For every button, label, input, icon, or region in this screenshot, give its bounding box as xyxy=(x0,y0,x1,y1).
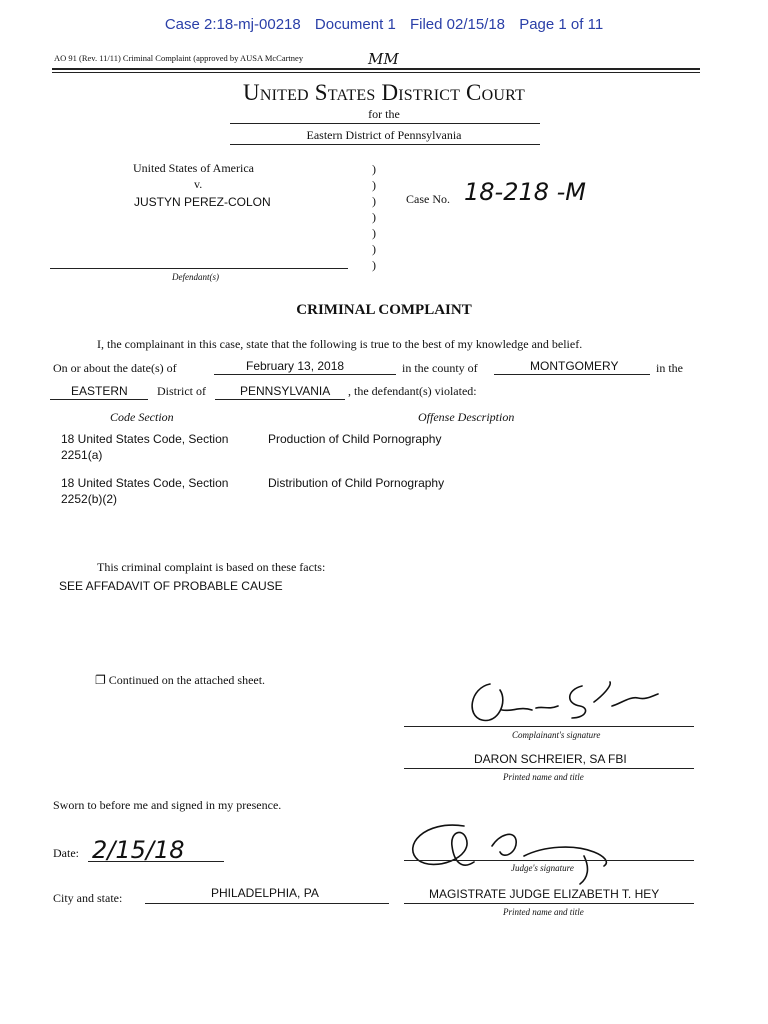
district-rule-bottom xyxy=(230,144,540,145)
offense-description-1: Production of Child Pornography xyxy=(268,432,442,446)
continued-checkbox[interactable]: ❐ xyxy=(95,673,106,687)
filed-date: Filed 02/15/18 xyxy=(409,16,506,33)
complainant-name: DARON SCHREIER, SA FBI xyxy=(474,752,627,766)
judge-signature xyxy=(404,816,624,888)
court-name: United States District Court xyxy=(243,80,525,105)
document-number: Document 1 xyxy=(314,16,396,33)
top-rule-thin xyxy=(52,72,700,73)
city-line xyxy=(145,903,389,904)
facts-value: SEE AFFADAVIT OF PROBABLE CAUSE xyxy=(59,579,283,593)
complaint-title: CRIMINAL COMPLAINT xyxy=(296,302,472,318)
district-rule-top xyxy=(230,123,540,124)
county-value: MONTGOMERY xyxy=(530,359,619,373)
case-no-handwritten: 18-218 -M xyxy=(464,178,587,206)
in-the-label: in the xyxy=(656,361,683,375)
defendant-label: Defendant(s) xyxy=(172,272,219,282)
on-or-about-label: On or about the date(s) of xyxy=(53,361,177,375)
city-label: City and state: xyxy=(53,891,123,905)
intro-statement: I, the complainant in this case, state that the following is true to the best of my knowledge and belief. xyxy=(97,337,583,351)
case-header xyxy=(0,16,768,33)
date-line xyxy=(214,374,396,375)
code-section-header: Code Section xyxy=(110,410,174,424)
offense-date: February 13, 2018 xyxy=(246,359,345,373)
defendant-line xyxy=(50,268,348,269)
judge-printed-label: Printed name and title xyxy=(503,907,584,917)
violated-label: , the defendant(s) violated: xyxy=(348,384,477,398)
complainant-printed-label: Printed name and title xyxy=(503,772,584,782)
continued-label: Continued on the attached sheet. xyxy=(108,673,266,687)
versus: v. xyxy=(194,177,203,191)
sworn-statement: Sworn to before me and signed in my presence. xyxy=(53,798,282,812)
offense-description-header: Offense Description xyxy=(418,410,515,424)
date-handwritten: 2/15/18 xyxy=(92,836,185,864)
based-on-facts: This criminal complaint is based on these facts: xyxy=(97,560,326,574)
county-line xyxy=(494,374,650,375)
ausa-initials: MM xyxy=(368,50,399,68)
continued-row xyxy=(95,673,265,688)
complainant-sig-label: Complainant's signature xyxy=(512,730,601,740)
judge-name: MAGISTRATE JUDGE ELIZABETH T. HEY xyxy=(429,887,660,901)
complainant-sig-line xyxy=(404,726,694,727)
judge-sig-line xyxy=(404,860,694,861)
district-line xyxy=(50,399,148,400)
offense-code-2: 18 United States Code, Section 2252(b)(2) xyxy=(61,476,229,506)
county-label: in the county of xyxy=(402,361,478,375)
city-value: PHILADELPHIA, PA xyxy=(211,886,319,900)
offense-description-2: Distribution of Child Pornography xyxy=(268,476,445,490)
for-the: for the xyxy=(368,107,400,121)
state-line xyxy=(215,399,345,400)
district-value: EASTERN xyxy=(71,384,128,398)
judge-name-line xyxy=(404,903,694,904)
offense-code-1: 18 United States Code, Section 2251(a) xyxy=(61,432,229,462)
top-rule xyxy=(52,68,700,70)
district-name: Eastern District of Pennsylvania xyxy=(306,128,462,142)
defendant-name: JUSTYN PEREZ-COLON xyxy=(134,195,271,209)
page-number: Page 1 of 11 xyxy=(519,16,604,33)
state-value: PENNSYLVANIA xyxy=(240,384,331,398)
date-label: Date: xyxy=(53,846,79,860)
date-sig-line xyxy=(88,861,224,862)
district-of-label: District of xyxy=(157,384,206,398)
caption-parens: ) ) ) ) ) ) ) xyxy=(372,162,376,272)
judge-sig-label: Judge's signature xyxy=(511,863,574,873)
case-number: Case 2:18-mj-00218 xyxy=(164,16,301,33)
form-id: AO 91 (Rev. 11/11) Criminal Complaint (approved by AUSA McCartney xyxy=(54,53,304,63)
complainant-name-line xyxy=(404,768,694,769)
case-no-label: Case No. xyxy=(406,192,450,206)
plaintiff: United States of America xyxy=(133,161,254,175)
complainant-signature xyxy=(462,676,662,728)
